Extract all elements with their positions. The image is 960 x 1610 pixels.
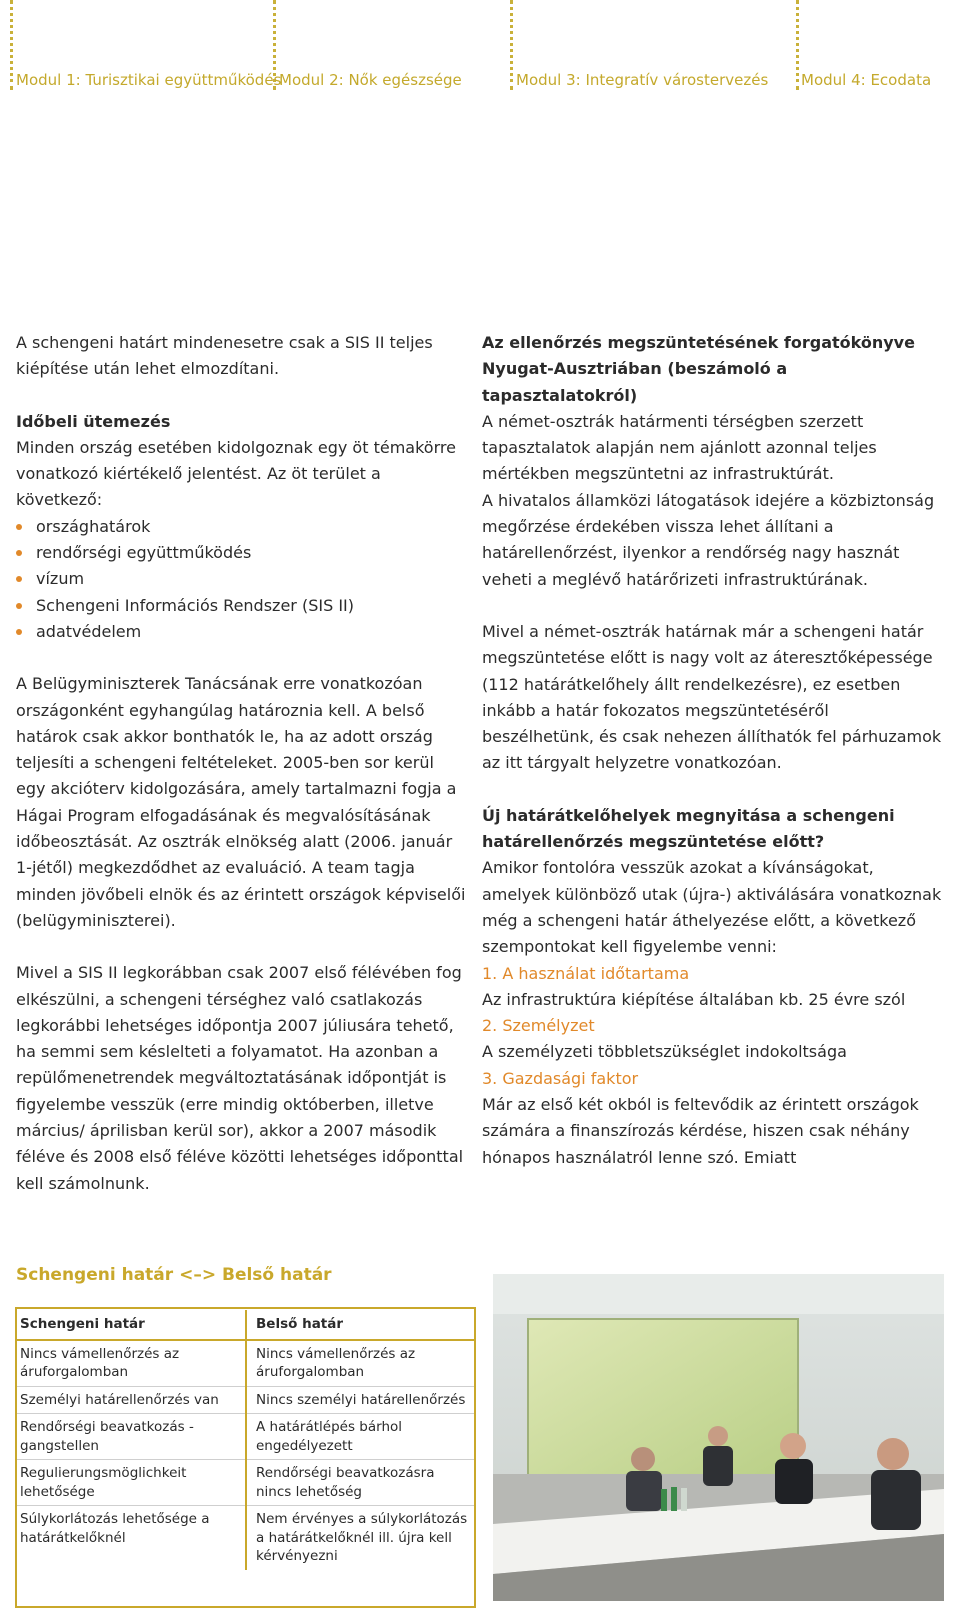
table-cell: Regulierungsmöglichkeit lehetősége bbox=[15, 1460, 246, 1506]
crossings-heading: Új határátkelőhelyek megnyitása a schengeni határellenőrzés megszüntetése előtt? bbox=[482, 805, 895, 852]
border-paragraph: Mivel a német-osztrák határnak már a schengeni határ megszüntetése előtt is nagy volt az áteresztőképessége (112 határátkelőhely állt rendelkezésre), ez esetben inkább a határ fokozatos megszüntetéséről beszélhetünk, és csak nehezen állíthatók fel párhuzamok az itt tárgyalt helyzetre vonatkozóan. bbox=[482, 621, 942, 773]
module-divider bbox=[796, 0, 799, 90]
point-2-title: 2. Személyzet bbox=[482, 1016, 595, 1036]
scenario-heading: Az ellenőrzés megszüntetésének forgatókönyve Nyugat-Ausztriában (beszámoló a tapasztalatokról) bbox=[482, 333, 915, 405]
table-header: Schengeni határ bbox=[15, 1310, 246, 1340]
table-cell: A határátlépés bárhol engedélyezett bbox=[246, 1414, 476, 1460]
crossings-text: Amikor fontolóra vesszük azokat a kívánságokat, amelyek különböző utak (újra-) aktiválására vonatkoznak még a schengeni határ áthelyezése előtt, a következő szempontokat kell figyelembe venni: bbox=[482, 858, 942, 957]
left-column bbox=[16, 330, 468, 1197]
table-row bbox=[15, 1506, 476, 1570]
council-paragraph: A Belügyminiszterek Tanácsának erre vonatkozóan országonként egyhangúlag határoznia kell. A belső határok csak akkor bonthatók le, ha az adott ország teljesíti a schengeni feltételeket. 2005-ben sor kerül egy akcióterv kidolgozására, amely tartalmazni fogja a Hágai Program elfogadásának és megvalósításának időbeosztását. Az osztrák elnökség alatt (2006. január 1-jétől) megkezdődhet az evaluáció. A team tagja minden jövőbeli elnök és az érintett országok képviselői (belügyminiszterei). bbox=[16, 674, 466, 930]
module-divider bbox=[10, 0, 13, 90]
module-navigation bbox=[0, 0, 960, 100]
table-cell: Nincs személyi határellenőrzés bbox=[246, 1386, 476, 1414]
table-row bbox=[15, 1414, 476, 1460]
right-column bbox=[482, 330, 944, 1171]
list-item: rendőrségi együttműködés bbox=[16, 540, 468, 566]
conference-photo bbox=[493, 1274, 944, 1601]
conference-photo-illustration bbox=[493, 1274, 944, 1601]
timing-heading: Időbeli ütemezés bbox=[16, 411, 171, 431]
point-2-text: A személyzeti többletszükséglet indokoltsága bbox=[482, 1042, 847, 1062]
table-cell: Súlykorlátozás lehetősége a határátkelőknél bbox=[20, 1511, 210, 1546]
point-1-text: Az infrastruktúra kiépítése általában kb. 25 évre szól bbox=[482, 989, 906, 1009]
sis-paragraph: Mivel a SIS II legkorábban csak 2007 első félévében fog elkészülni, a schengeni térséghez való csatlakozás legkorábbi lehetséges időpontja 2007 júliusára tehető, ha semmi sem késlelteti a folyamatot. Ha azonban a repülőmenetrendek megváltoztatásának időpontját is figyelembe vesszük (erre mindig októberben, illetve március/ áprilisban kerül sor), akkor a 2007 második féléve és 2008 első féléve közötti lehetséges időponttal kell számolnunk. bbox=[16, 963, 464, 1193]
topic-list bbox=[16, 514, 468, 645]
intro-text: A schengeni határt mindenesetre csak a SIS II teljes kiépítése után lehet elmozdítani. bbox=[16, 333, 433, 379]
timing-text: Minden ország esetében kidolgoznak egy öt témakörre vonatkozó kiértékelő jelentést. Az öt terület a következő: bbox=[16, 437, 456, 510]
table-row bbox=[15, 1460, 476, 1506]
table-cell: Nincs vámellenőrzés az áruforgalomban bbox=[246, 1340, 476, 1387]
table-cell: Nincs vámellenőrzés az áruforgalomban bbox=[15, 1340, 246, 1387]
list-item: vízum bbox=[16, 566, 468, 592]
point-3-title: 3. Gazdasági faktor bbox=[482, 1068, 639, 1088]
table-title: Schengeni határ <–> Belső határ bbox=[16, 1265, 332, 1285]
table-cell: Személyi határellenőrzés van bbox=[15, 1386, 246, 1414]
scenario-text-b: A hivatalos államközi látogatások idejére a közbiztonság megőrzése érdekében vissza lehet állítani a határellenőrzést, ilyenkor a rendőrség nagy hasznát veheti a meglévő határőrizeti infrastruktúrának. bbox=[482, 490, 935, 589]
module-tab-4[interactable]: Modul 4: Ecodata bbox=[801, 71, 932, 89]
table-header: Belső határ bbox=[246, 1310, 476, 1340]
module-tab-3[interactable]: Modul 3: Integratív várostervezés bbox=[516, 71, 769, 89]
point-3-text: Már az első két okból is feltevődik az érintett országok számára a finanszírozás kérdése, hiszen csak néhány hónapos használatról lenne szó. Emiatt bbox=[482, 1095, 919, 1167]
table-header-row bbox=[15, 1310, 476, 1340]
table-cell: Rendőrségi beavatkozásra nincs lehetőség bbox=[246, 1460, 476, 1506]
scenario-text-a: A német-osztrák határmenti térségben szerzett tapasztalatok alapján nem ajánlott azonnal teljes mértékben megszüntetni az infrastruktúrát. bbox=[482, 411, 877, 484]
table-cell: Nem érvényes a súlykorlátozás a határátkelőknél ill. újra kell kérvényezni bbox=[246, 1506, 476, 1570]
table-row bbox=[15, 1386, 476, 1414]
module-tab-1[interactable]: Modul 1: Turisztikai együttműködés bbox=[16, 71, 282, 89]
module-tab-2[interactable]: Modul 2: Nők egészsége bbox=[279, 71, 462, 89]
table-cell: Rendőrségi beavatkozás - gangstellen bbox=[15, 1414, 246, 1460]
list-item: adatvédelem bbox=[16, 619, 468, 645]
list-item: országhatárok bbox=[16, 514, 468, 540]
table-row bbox=[15, 1340, 476, 1387]
point-1-title: 1. A használat időtartama bbox=[482, 963, 690, 983]
comparison-table bbox=[15, 1310, 476, 1570]
module-divider bbox=[510, 0, 513, 90]
list-item: Schengeni Információs Rendszer (SIS II) bbox=[16, 593, 468, 619]
